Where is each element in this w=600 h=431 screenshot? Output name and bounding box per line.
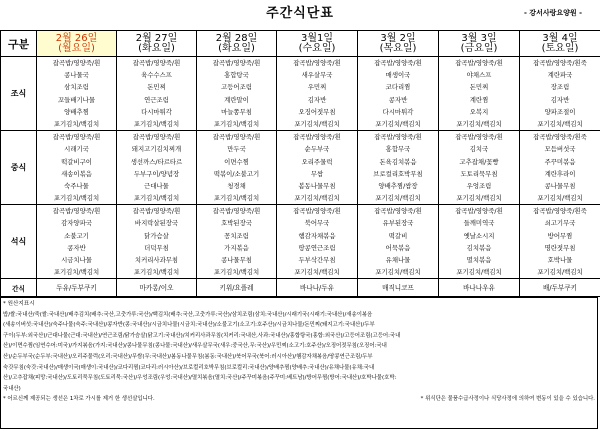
menu-item: 계란찜 <box>469 95 489 104</box>
menu-item: 순두부국 <box>304 145 330 154</box>
notes-header: * 원산지표시 <box>3 301 35 307</box>
menu-cell <box>197 205 277 279</box>
menu-cell <box>197 131 277 205</box>
menu-item: 포기김치/백김치 <box>133 268 180 277</box>
menu-item: 양파조절이 <box>544 107 576 116</box>
menu-item: 호박나물 <box>547 256 573 264</box>
menu-item: 오복지 <box>469 107 489 116</box>
menu-cell <box>520 205 600 279</box>
day-header <box>197 31 277 57</box>
menu-item: 김치볶음 <box>466 243 492 252</box>
menu-item: 치커리사과무침 <box>134 256 179 264</box>
fish-note: * 어르신께 제공되는 생선은 1차로 가시를 제거 한 생선살입니다. <box>3 396 155 403</box>
snack-row <box>1 279 600 297</box>
day-header <box>37 31 117 57</box>
menu-item: 잡곡밥/영양죽/흰 <box>132 207 181 216</box>
menu-item: 포기김치/백김치 <box>294 194 340 203</box>
menu-item: 잡곡밥/영양죽/흰 <box>212 207 261 216</box>
menu-item: 돈민찌 <box>469 83 489 92</box>
menu-cell <box>358 205 439 279</box>
menu-item: 포기김치/백김치 <box>133 119 180 128</box>
change-note: * 위식단은 물품수급사정이나 식당사정에 의하여 변동이 있을 수 있습니다. <box>420 396 595 403</box>
menu-cell <box>197 57 277 131</box>
menu-cell <box>520 131 600 205</box>
menu-item: 양배추찜 <box>64 107 89 116</box>
menu-item: 새송이볶음 <box>61 169 92 178</box>
menu-cell <box>277 205 358 279</box>
notes-line: 산)/이면수찜(임연수어:미국)/가지볶음(가지:국내산)/콩나물무침(콩나물:국내산)/새우살무국(새우:중국산,무:국산)/우민찌(소고기:호주산)/오징어젓무침(오징어:국내 <box>3 343 387 350</box>
day-header <box>439 31 520 57</box>
menu-item: 봄동나물무침 <box>298 181 336 190</box>
menu-item: 이면수찜 <box>224 157 249 166</box>
day-header <box>520 31 600 57</box>
menu-item: 유부된장국 <box>382 219 414 228</box>
menu-item: 잡곡밥/영양죽/흰 <box>52 133 101 142</box>
menu-item: 도토리묵무침 <box>460 169 498 178</box>
menu-item: 시금치나물 <box>61 256 92 264</box>
menu-item: 포기김치/백김치 <box>53 268 100 277</box>
menu-item: 연근조림 <box>144 95 169 104</box>
page-subtitle: - 강서사랑요양원 - <box>523 9 582 17</box>
snack-cell: 두유/두부쿠키 <box>37 279 117 297</box>
meal-label: 조식 <box>1 57 37 131</box>
menu-item: 홍합탕국 <box>224 71 249 80</box>
weekly-menu-table <box>0 30 600 297</box>
menu-item: 잡곡밥/영양죽/흰 <box>212 133 261 142</box>
meal-label: 석식 <box>1 205 37 279</box>
menu-item: 포기김치/백김치 <box>213 268 260 277</box>
day-date: 3월 2일 <box>380 32 416 44</box>
meal-label: 간식 <box>1 279 37 297</box>
menu-item: 생선까스/타르타르 <box>130 157 183 166</box>
menu-item: 김자반 <box>307 95 327 104</box>
menu-item: 장조림 <box>550 83 570 92</box>
day-header <box>358 31 439 57</box>
menu-item: 포기김치/백김치 <box>53 119 100 128</box>
menu-item: 쇠고기무국 <box>544 219 576 228</box>
day-date: 3월 3일 <box>461 32 497 44</box>
menu-item: 계란후라이 <box>544 169 576 178</box>
menu-item: 포기김치/백김치 <box>537 194 583 203</box>
menu-item: 잡곡밥/영양죽/흰 <box>455 207 503 216</box>
menu-item: 콩나물국 <box>64 71 89 80</box>
menu-item: 잡곡밥/영양죽/흰 <box>293 133 341 142</box>
snack-cell: 바나나/두유 <box>277 279 358 297</box>
menu-item: 호박된장국 <box>221 219 252 228</box>
snack-cell: 배/두부쿠키 <box>520 279 600 297</box>
menu-item: 어묵볶음 <box>385 243 411 252</box>
menu-cell <box>277 57 358 131</box>
breakfast-row <box>1 57 600 131</box>
day-header <box>277 31 358 57</box>
menu-item: 더덕무침 <box>144 243 169 252</box>
menu-cell <box>117 131 197 205</box>
menu-item: 새우살무국 <box>301 71 333 80</box>
notes-line: 숙갓무침(숙갓:국내산)/매생이국(매생이:국내산)/코다리찜(코다리:러시아산)/브로컬리호박무침(브로컬리:국내산)/양배추찜(양배추:국내산)/유채나물(유채:국내 <box>3 364 375 371</box>
day-date: 2월 27일 <box>135 32 178 44</box>
menu-cell <box>358 131 439 205</box>
menu-item: 육수수스프 <box>141 71 172 80</box>
menu-item: 오징어젓무침 <box>298 107 336 116</box>
menu-item: 코다리찜 <box>385 83 411 92</box>
menu-item: 만두국 <box>227 145 246 154</box>
menu-cell <box>439 57 520 131</box>
menu-item: 콩나물무침 <box>221 256 252 264</box>
snack-cell: 바나나우유 <box>439 279 520 297</box>
menu-item: 포기김치/백김치 <box>456 194 502 203</box>
menu-item: 들깨미역국 <box>463 219 495 228</box>
notes-line: 산)/순두부국(순두부:국내산)/오리주물럭(오리:국내산)/무쌈(무:국내산)/봄동나물무침(봄동:국내산)/북어무국(북어:러시아산)/햄감자채볶음/땅콩연근조림/두부 <box>3 353 373 360</box>
menu-cell <box>439 131 520 205</box>
menu-cell <box>358 57 439 131</box>
menu-item: 꽁치조림 <box>224 231 249 240</box>
menu-item: 잡곡밥/영양죽/흰 <box>455 59 503 67</box>
menu-item: 콩자반 <box>388 95 408 104</box>
menu-item: 콩나물무침 <box>544 181 576 190</box>
menu-item: 두부삭간무침 <box>298 256 336 264</box>
notes-body <box>3 310 595 395</box>
menu-item: 포기김치/백김치 <box>375 119 421 128</box>
menu-item: 잡곡밥/영양죽/흰 <box>374 59 422 67</box>
day-weekday: (월요일) <box>58 42 95 54</box>
menu-item: 포기김치/백김치 <box>133 194 180 203</box>
menu-item: 매생이국 <box>385 71 411 80</box>
menu-cell <box>117 57 197 131</box>
menu-item: 양배추찜/쌈장 <box>378 181 418 190</box>
meal-label: 중식 <box>1 131 37 205</box>
menu-item: 계란파국 <box>547 71 573 80</box>
menu-item: 근대나물 <box>144 181 169 190</box>
menu-item: 다시마튀각 <box>382 107 414 116</box>
menu-item: 포기김치/백김치 <box>294 268 340 277</box>
menu-item: 청경채 <box>227 181 246 190</box>
menu-item: 잡곡밥/영양죽/흰 <box>132 133 181 142</box>
menu-item: 모듬버섯국 <box>544 145 576 154</box>
menu-item: 포기김치/백김치 <box>537 268 583 277</box>
menu-item: 잡곡밥/영양죽/흰 <box>212 59 261 67</box>
origin-notes <box>0 297 598 429</box>
menu-item: 떡갈비구이 <box>61 157 92 166</box>
menu-item: 떡갈비 <box>388 231 408 240</box>
menu-item: 방어무찜 <box>547 231 573 240</box>
menu-cell <box>520 57 600 131</box>
menu-item: 김치국 <box>469 145 489 154</box>
menu-cell <box>37 131 117 205</box>
menu-item: 떡볶이/소불고기 <box>213 169 260 178</box>
menu-item: 옛날소시지 <box>463 231 495 240</box>
menu-item: 돈육김치볶음 <box>379 157 417 166</box>
menu-item: 잡곡밥/영양죽/흰 <box>293 207 341 216</box>
day-date: 3월1일 <box>300 32 334 44</box>
menu-item: 우민찌 <box>307 83 327 92</box>
menu-cell <box>439 205 520 279</box>
menu-item: 포기김치/백김치 <box>213 194 260 203</box>
menu-item: 포기김치/백김치 <box>456 268 502 277</box>
menu-item: 계란말이 <box>224 95 249 104</box>
notes-line: (새송이버섯:국내산)/숙주나물(숙주:국내산)/콩자반(콩:국내산)/시금치나물(시금치:국내산)/소불고기(소고기:호주산)/시금치나물/돈민찌(돼지고기:국내산)/두부 <box>3 322 375 329</box>
notes-line: 산)/고추잡채(피망:국내산)/도토리묵무침(도토리묵:국산)/우엉조림(우엉:국내산)/멸치볶음(멸치:국산)/주꾸미볶음(주꾸미:베트남)/방어무찜(방어:국내산)/호박나물(호박: <box>3 375 397 382</box>
snack-cell: 마카롱/이오 <box>117 279 197 297</box>
menu-item: 포기김치/백김치 <box>213 119 260 128</box>
menu-item: 포기김치/백김치 <box>53 194 100 203</box>
page-title: 주간식단표 <box>266 6 334 21</box>
menu-item: 잡곡밥/영양죽/흰 <box>293 59 341 67</box>
notes-footer <box>3 394 595 405</box>
menu-item: 잡곡밥/영양죽/흰 <box>52 59 101 67</box>
menu-item: 꼬들배기나물 <box>57 95 96 104</box>
day-date: 2월 28일 <box>215 32 258 44</box>
menu-item: 잡곡밥/영양죽/흰 <box>52 207 101 216</box>
menu-item: 닭가슴살 <box>144 231 169 240</box>
day-weekday: (목요일) <box>379 42 417 54</box>
menu-item: 잡곡밥/영양죽/흰 <box>374 133 422 142</box>
menu-item: 잡곡밥/영양죽/흰죽 <box>533 207 587 216</box>
day-weekday: (금요일) <box>460 42 498 54</box>
menu-cell <box>37 57 117 131</box>
menu-item: 고추잡채/꽃빵 <box>459 157 499 166</box>
snack-cell: 매직니코프 <box>358 279 439 297</box>
day-weekday: (화요일) <box>138 42 175 54</box>
menu-item: 포기김치/백김치 <box>456 119 502 128</box>
menu-item: 숙주나물 <box>64 181 89 190</box>
menu-item: 바지락살된장국 <box>134 219 179 228</box>
day-header <box>117 31 197 57</box>
menu-item: 감자양파국 <box>61 219 92 228</box>
day-weekday: (토요일) <box>541 42 579 54</box>
day-date: 2월 26일 <box>55 32 98 44</box>
menu-item: 돼지고기김치찌개 <box>131 145 182 154</box>
snack-cell: 키위/요플레 <box>197 279 277 297</box>
menu-item: 소불고기 <box>64 231 89 240</box>
menu-item: 포기김치/백김치 <box>375 194 421 203</box>
lunch-row <box>1 131 600 205</box>
menu-item: 삼치조림 <box>64 83 89 92</box>
menu-item: 돈민찌 <box>147 83 166 92</box>
menu-item: 잡곡밥/영양죽/흰 <box>374 207 422 216</box>
menu-item: 잡곡밥/영양죽/흰 <box>455 133 503 142</box>
menu-item: 고등어조림 <box>221 83 252 92</box>
menu-item: 마늘쫑무침 <box>221 107 252 116</box>
day-date: 3월 4일 <box>542 32 578 44</box>
menu-item: 두부구이/양념장 <box>133 169 180 178</box>
menu-item: 멸치볶음 <box>466 256 492 264</box>
menu-item: 김자반 <box>550 95 570 104</box>
menu-cell <box>37 205 117 279</box>
menu-item: 땅콩연근조림 <box>298 243 336 252</box>
menu-item: 햄감자채볶음 <box>298 231 336 240</box>
menu-item: 잡곡밥/영양죽/흰죽 <box>533 133 587 142</box>
menu-item: 우엉조림 <box>466 181 492 190</box>
menu-item: 잡곡밥/영양죽/흰죽 <box>533 59 587 67</box>
menu-item: 포기김치/백김치 <box>537 119 583 128</box>
corner-label: 구분 <box>1 31 37 57</box>
menu-item: 포기김치/백김치 <box>294 119 340 128</box>
menu-item: 잡곡밥/영양죽/흰 <box>132 59 181 67</box>
menu-item: 시래기국 <box>64 145 89 154</box>
menu-cell <box>277 131 358 205</box>
menu-item: 콩자반 <box>67 243 86 252</box>
notes-line: 밥/쌀:국내산/죽(쌀:국내산)/배추김치(배추:국산,고춧가루:국산)/백김치(배추:국산,고춧가루:국산)/삼치조림(삼치:국내산)/시래기국(시래기:국내산)/새송이볶음 <box>3 311 373 318</box>
menu-item: 북어무국 <box>304 219 330 228</box>
dinner-row <box>1 205 600 279</box>
day-weekday: (화요일) <box>218 42 255 54</box>
menu-item: 가지볶음 <box>224 243 249 252</box>
menu-item: 포기김치/백김치 <box>375 268 421 277</box>
menu-item: 명란젓무침 <box>544 243 576 252</box>
menu-item: 주꾸미볶음 <box>544 157 576 166</box>
menu-item: 야채스프 <box>466 71 492 80</box>
notes-line: 국내산) <box>3 385 21 392</box>
day-weekday: (수요일) <box>298 42 336 54</box>
menu-cell <box>117 205 197 279</box>
menu-item: 무쌈 <box>310 169 324 178</box>
menu-item: 유채나물 <box>385 256 411 264</box>
notes-line: 구이(두부:외국산)/근대나물(근대:국내산)/연근조림/닭가슴살(닭고기:국내산)/치커리사과무침(치커리:국내산,사과:국내산)/홍합탕국(홍합:외국산)/고등어조림(고등어:국내 <box>3 332 401 339</box>
day-header-row <box>1 31 600 57</box>
menu-item: 홍합무국 <box>385 145 411 154</box>
menu-item: 다시마튀각 <box>141 107 172 116</box>
menu-item: 브로컬리호박무침 <box>373 169 423 178</box>
menu-item: 오리주물럭 <box>301 157 333 166</box>
